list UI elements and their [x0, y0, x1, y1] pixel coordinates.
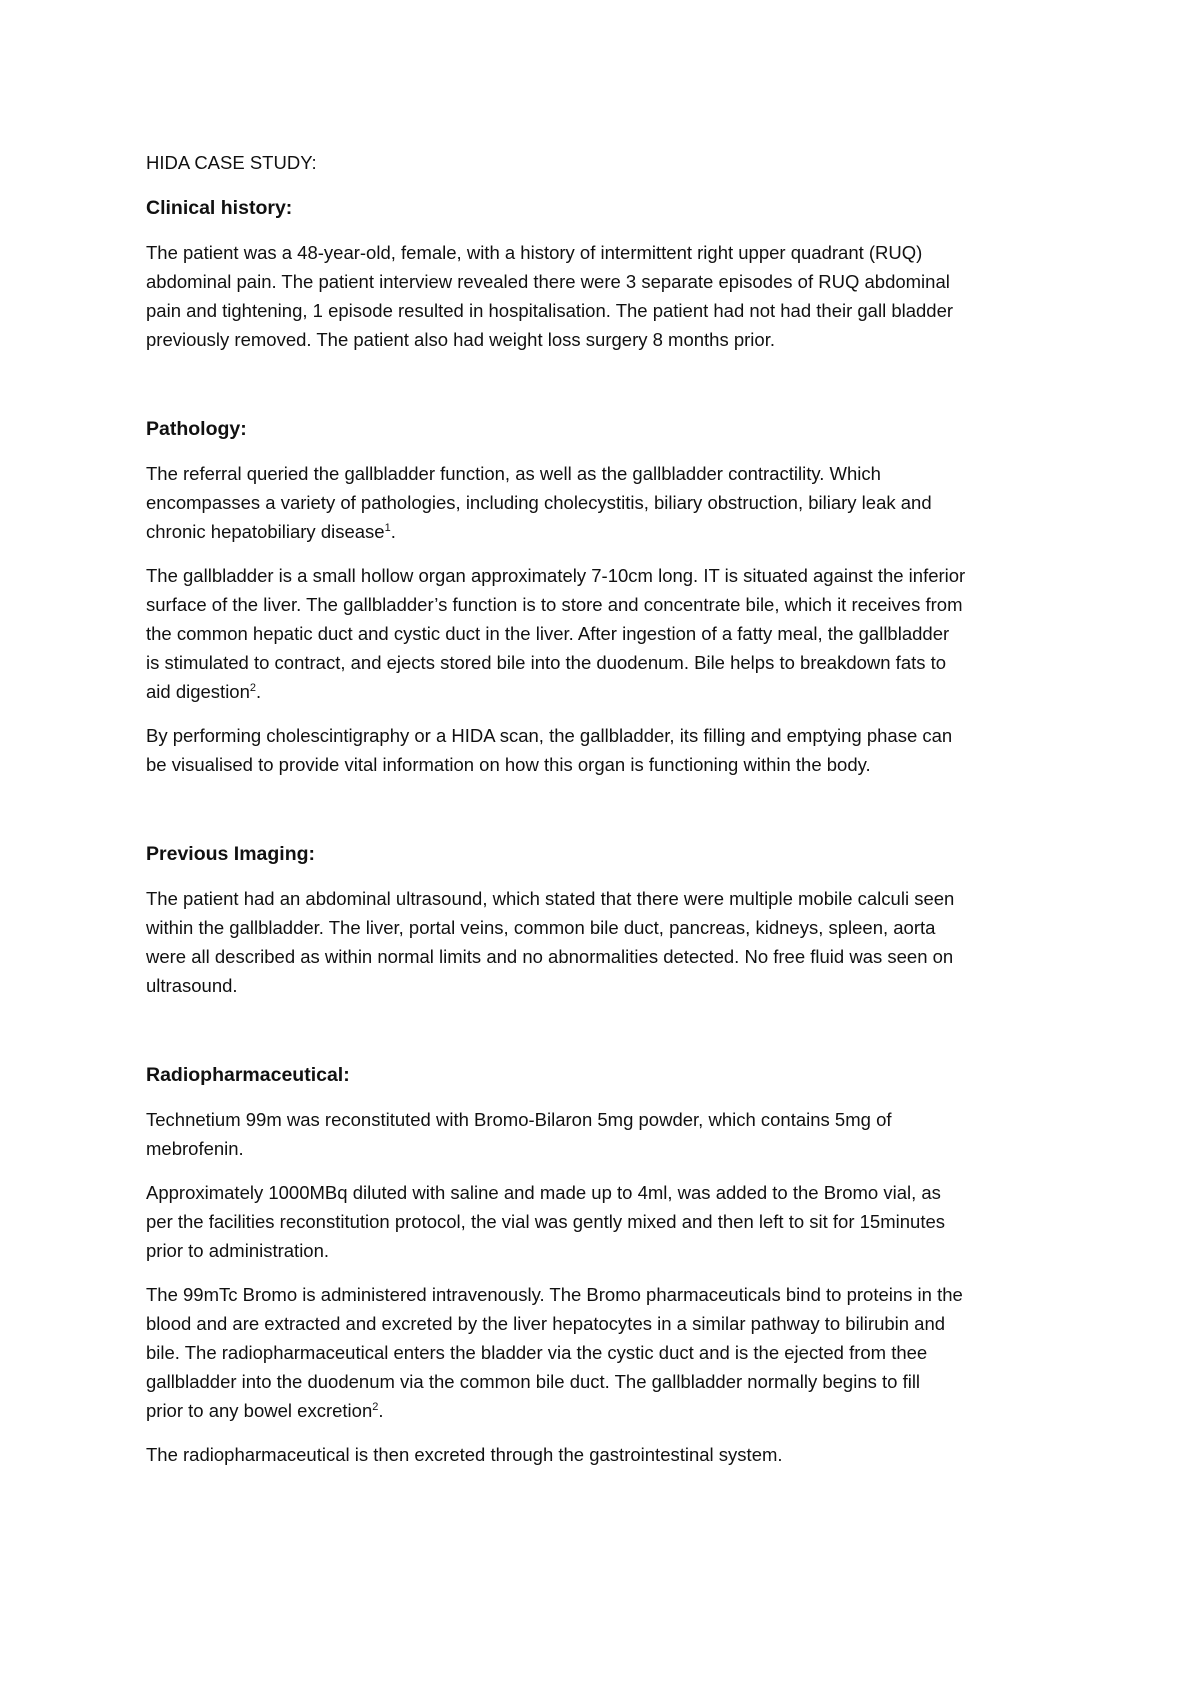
paragraph: The patient was a 48-year-old, female, with a history of intermittent right upper quadrant (RUQ) abdominal pain. The patient interview revealed there were 3 separate episodes of RUQ abdominal pain and tightening, 1 episode resulted in hospitalisation. The patient had not had their gall bladder previously removed. The patient also had weight loss surgery 8 months prior. [146, 242, 954, 350]
section-heading-clinical-history: Clinical history: [146, 197, 293, 219]
citation-superscript: 1 [384, 521, 391, 534]
section-heading-radiopharmaceutical: Radiopharmaceutical: [146, 1064, 350, 1086]
spacer [146, 1015, 1066, 1061]
spacer [146, 369, 1066, 415]
paragraph-tail: . [256, 681, 262, 702]
document-content [146, 148, 1066, 1484]
citation-superscript: 2 [249, 681, 257, 694]
paragraph-text: The gallbladder is a small hollow organ approximately 7-10cm long. IT is situated against the inferior surface of the liver. The gallbladder’s function is to store and concentrate bile, which it receives from the common hepatic duct and cystic duct in the liver. After ingestion of a fatty meal, the gallbladder is stimulated to contract, and ejects stored bile into the duodenum. Bile helps to breakdown fats to aid digestion [146, 565, 966, 702]
section-radiopharmaceutical [146, 1061, 1066, 1469]
section-clinical-history [146, 194, 1066, 354]
paragraph: The radiopharmaceutical is then excreted through the gastrointestinal system. [146, 1444, 783, 1465]
document-title: HIDA CASE STUDY: [146, 152, 317, 173]
section-heading-previous-imaging: Previous Imaging: [146, 843, 316, 865]
paragraph-tail: . [390, 521, 396, 542]
section-previous-imaging [146, 840, 1066, 1000]
paragraph: Technetium 99m was reconstituted with Bromo-Bilaron 5mg powder, which contains 5mg of mebrofenin. [146, 1109, 892, 1159]
citation-superscript: 2 [372, 1400, 379, 1413]
paragraph [146, 1280, 1066, 1425]
paragraph: The patient had an abdominal ultrasound, which stated that there were multiple mobile calculi seen within the gallbladder. The liver, portal veins, common bile duct, pancreas, kidneys, spleen, aorta were all described as within normal limits and no abnormalities detected. No free fluid was seen on ultrasound. [146, 888, 955, 996]
paragraph: By performing cholescintigraphy or a HIDA scan, the gallbladder, its filling and emptying phase can be visualised to provide vital information on how this organ is functioning within the body. [146, 725, 953, 775]
paragraph-text: The 99mTc Bromo is administered intravenously. The Bromo pharmaceuticals bind to proteins in the blood and are extracted and excreted by the liver hepatocytes in a similar pathway to bilirubin and bile. The radiopharmaceutical enters the bladder via the cystic duct and is the ejected from thee gallbladder into the duodenum via the common bile duct. The gallbladder normally begins to fill prior to any bowel excretion [146, 1284, 963, 1421]
spacer [146, 794, 1066, 840]
paragraph: Approximately 1000MBq diluted with saline and made up to 4ml, was added to the Bromo vial, as per the facilities reconstitution protocol, the vial was gently mixed and then left to sit for 15minutes prior to administration. [146, 1182, 945, 1261]
section-heading-pathology: Pathology: [146, 418, 247, 440]
paragraph [146, 561, 1066, 706]
section-pathology [146, 415, 1066, 779]
paragraph [146, 459, 1066, 546]
paragraph-text: The referral queried the gallbladder function, as well as the gallbladder contractility. Which encompasses a variety of pathologies, including cholecystitis, biliary obstruction, biliary leak and chronic hepatobiliary disease [146, 463, 932, 542]
paragraph-tail: . [378, 1400, 384, 1421]
